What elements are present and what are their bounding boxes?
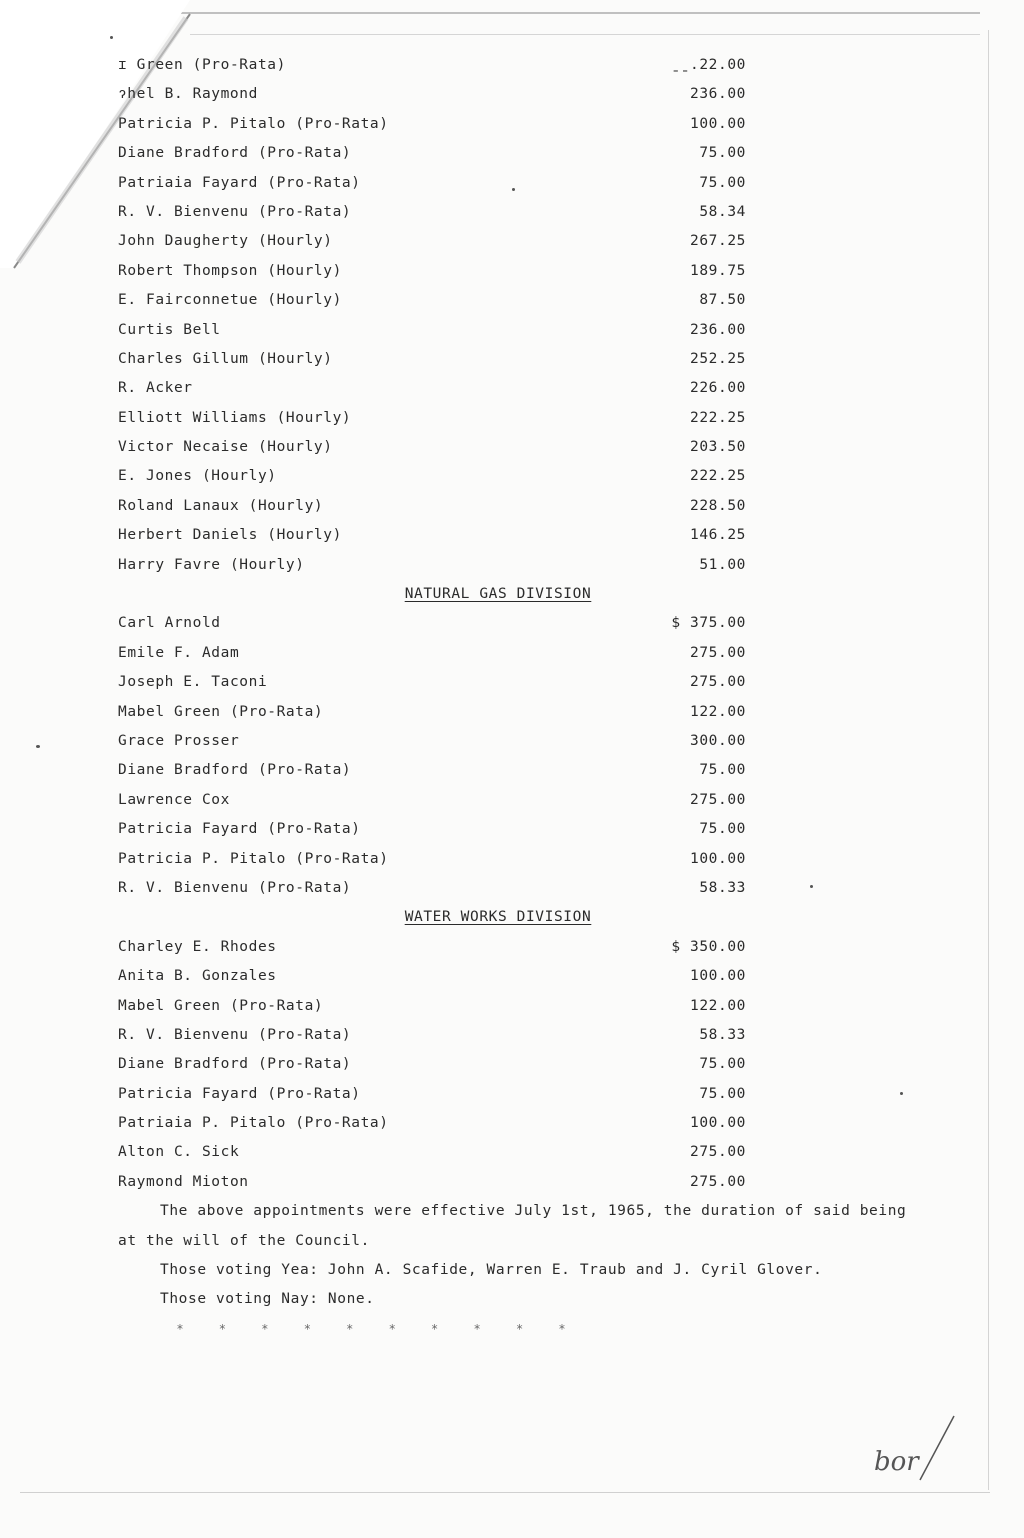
general-row bbox=[118, 462, 878, 491]
top-rule bbox=[180, 12, 980, 14]
water-works-heading-text: WATER WORKS DIVISION bbox=[404, 909, 592, 926]
employee-name: Joseph E. Taconi bbox=[118, 674, 268, 691]
employee-name: Mabel Green (Pro-Rata) bbox=[118, 703, 324, 720]
voting-nay: Those voting Nay: None. bbox=[160, 1291, 375, 1308]
salary-amount: 122.00 bbox=[690, 997, 746, 1014]
salary-amount: 228.50 bbox=[690, 497, 746, 514]
general-row bbox=[118, 80, 878, 109]
salary-amount: $ 350.00 bbox=[671, 938, 746, 955]
general-row bbox=[118, 492, 878, 521]
general-row bbox=[118, 51, 878, 80]
general-row bbox=[118, 227, 878, 256]
salary-amount: 236.00 bbox=[690, 321, 746, 338]
salary-amount: 75.00 bbox=[699, 1056, 746, 1073]
salary-amount: 275.00 bbox=[690, 1173, 746, 1190]
employee-name: John Daugherty (Hourly) bbox=[118, 233, 333, 250]
employee-name: Carl Arnold bbox=[118, 615, 221, 632]
document-body bbox=[118, 51, 907, 1344]
right-edge-rule bbox=[988, 30, 989, 1490]
employee-name: Curtis Bell bbox=[118, 321, 221, 338]
general-row bbox=[118, 374, 878, 403]
natural-gas-row bbox=[118, 874, 878, 903]
general-row bbox=[118, 257, 878, 286]
employee-name: Mabel Green (Pro-Rata) bbox=[118, 997, 324, 1014]
general-row bbox=[118, 286, 878, 315]
salary-amount: ˍˍ.22.00 bbox=[671, 57, 746, 73]
employee-name: Diane Bradford (Pro-Rata) bbox=[118, 145, 352, 162]
salary-amount: 75.00 bbox=[699, 145, 746, 162]
natural-gas-heading bbox=[118, 580, 878, 609]
salary-amount: 75.00 bbox=[699, 821, 746, 838]
bottom-edge-rule bbox=[20, 1492, 990, 1493]
water-works-row bbox=[118, 962, 878, 991]
speck-3 bbox=[810, 885, 813, 888]
water-works-row bbox=[118, 1021, 878, 1050]
salary-amount: 226.00 bbox=[690, 380, 746, 397]
salary-amount: 300.00 bbox=[690, 732, 746, 749]
water-works-row bbox=[118, 1050, 878, 1079]
salary-amount: 58.33 bbox=[699, 879, 746, 896]
water-works-heading bbox=[118, 903, 878, 932]
water-works-row bbox=[118, 933, 878, 962]
closing-line-1: The above appointments were effective July 1st, 1965, the duration of said being bbox=[160, 1203, 907, 1220]
salary-amount: 100.00 bbox=[690, 115, 746, 132]
employee-name: Lawrence Cox bbox=[118, 791, 230, 808]
employee-name: Grace Prosser bbox=[118, 732, 240, 749]
salary-amount: 100.00 bbox=[690, 968, 746, 985]
closing-line-2: at the will of the Council. bbox=[118, 1232, 370, 1249]
water-works-list bbox=[118, 933, 878, 1198]
salary-amount: 122.00 bbox=[690, 703, 746, 720]
natural-gas-row bbox=[118, 698, 878, 727]
employee-name: Patriaia P. Pitalo (Pro-Rata) bbox=[118, 1115, 389, 1132]
speck-5 bbox=[110, 36, 113, 39]
employee-name: Patricia P. Pitalo (Pro-Rata) bbox=[118, 115, 389, 132]
water-works-row bbox=[118, 1109, 878, 1138]
general-row bbox=[118, 139, 878, 168]
handwritten-initials bbox=[870, 1410, 960, 1490]
employee-name: Herbert Daniels (Hourly) bbox=[118, 527, 342, 544]
salary-amount: 51.00 bbox=[699, 556, 746, 573]
salary-amount: 100.00 bbox=[690, 1115, 746, 1132]
natural-gas-row bbox=[118, 639, 878, 668]
employee-name: Patriaia Fayard (Pro-Rata) bbox=[118, 174, 361, 191]
natural-gas-row bbox=[118, 815, 878, 844]
natural-gas-heading-text: NATURAL GAS DIVISION bbox=[404, 586, 592, 603]
general-row bbox=[118, 551, 878, 580]
employee-name: R. V. Bienvenu (Pro-Rata) bbox=[118, 879, 352, 896]
general-row bbox=[118, 433, 878, 462]
general-row bbox=[118, 404, 878, 433]
general-row bbox=[118, 316, 878, 345]
speck-4 bbox=[900, 1092, 903, 1095]
salary-amount: 267.25 bbox=[690, 233, 746, 250]
salary-amount: $ 375.00 bbox=[671, 615, 746, 632]
employee-name: Charley E. Rhodes bbox=[118, 938, 277, 955]
salary-amount: 236.00 bbox=[690, 86, 746, 103]
general-row bbox=[118, 521, 878, 550]
salary-amount: 75.00 bbox=[699, 174, 746, 191]
initials-text: bor bbox=[874, 1447, 919, 1477]
section-stars: * * * * * * * * * * bbox=[176, 1321, 580, 1336]
general-row bbox=[118, 345, 878, 374]
natural-gas-row bbox=[118, 845, 878, 874]
salary-amount: 75.00 bbox=[699, 762, 746, 779]
salary-amount: 189.75 bbox=[690, 262, 746, 279]
employee-name: ɪ Green (Pro-Rata) bbox=[118, 57, 286, 73]
general-row bbox=[118, 110, 878, 139]
employee-name: Alton C. Sick bbox=[118, 1144, 240, 1161]
salary-amount: 252.25 bbox=[690, 350, 746, 367]
salary-amount: 222.25 bbox=[690, 409, 746, 426]
employee-name: Elliott Williams (Hourly) bbox=[118, 409, 352, 426]
voting-yea: Those voting Yea: John A. Scafide, Warren E. Traub and J. Cyril Glover. bbox=[160, 1262, 823, 1279]
employee-name: Patricia Fayard (Pro-Rata) bbox=[118, 821, 361, 838]
natural-gas-row bbox=[118, 609, 878, 638]
salary-amount: 275.00 bbox=[690, 1144, 746, 1161]
employee-name: Harry Favre (Hourly) bbox=[118, 556, 305, 573]
salary-amount: 275.00 bbox=[690, 791, 746, 808]
water-works-row bbox=[118, 992, 878, 1021]
salary-amount: 58.34 bbox=[699, 203, 746, 220]
employee-name: R. Acker bbox=[118, 380, 193, 397]
top-rule-secondary bbox=[190, 34, 980, 35]
water-works-row bbox=[118, 1168, 878, 1197]
employee-name: Charles Gillum (Hourly) bbox=[118, 350, 333, 367]
general-row bbox=[118, 198, 878, 227]
natural-gas-list bbox=[118, 609, 878, 903]
salary-amount: 275.00 bbox=[690, 674, 746, 691]
employee-name: Patricia Fayard (Pro-Rata) bbox=[118, 1085, 361, 1102]
employee-name: Raymond Mioton bbox=[118, 1173, 249, 1190]
general-row bbox=[118, 169, 878, 198]
natural-gas-row bbox=[118, 756, 878, 785]
natural-gas-row bbox=[118, 786, 878, 815]
employee-name: Diane Bradford (Pro-Rata) bbox=[118, 762, 352, 779]
employee-name: Victor Necaise (Hourly) bbox=[118, 439, 333, 456]
employee-name: Roland Lanaux (Hourly) bbox=[118, 497, 324, 514]
speck-1 bbox=[512, 188, 515, 191]
employee-name: E. Jones (Hourly) bbox=[118, 468, 277, 485]
employee-name: Robert Thompson (Hourly) bbox=[118, 262, 342, 279]
salary-amount: 58.33 bbox=[699, 1026, 746, 1043]
salary-amount: 203.50 bbox=[690, 439, 746, 456]
employee-name: Emile F. Adam bbox=[118, 644, 240, 661]
speck-2 bbox=[36, 745, 40, 748]
salary-amount: 87.50 bbox=[699, 292, 746, 309]
water-works-row bbox=[118, 1138, 878, 1167]
water-works-row bbox=[118, 1080, 878, 1109]
employee-name: R. V. Bienvenu (Pro-Rata) bbox=[118, 1026, 352, 1043]
employee-name: Anita B. Gonzales bbox=[118, 968, 277, 985]
salary-amount: 275.00 bbox=[690, 644, 746, 661]
salary-amount: 222.25 bbox=[690, 468, 746, 485]
employee-name: ɂhel B. Raymond bbox=[118, 86, 258, 103]
employee-name: Diane Bradford (Pro-Rata) bbox=[118, 1056, 352, 1073]
employee-name: R. V. Bienvenu (Pro-Rata) bbox=[118, 203, 352, 220]
natural-gas-row bbox=[118, 668, 878, 697]
employee-name: E. Fairconnetue (Hourly) bbox=[118, 292, 342, 309]
employee-name: Patricia P. Pitalo (Pro-Rata) bbox=[118, 850, 389, 867]
salary-amount: 100.00 bbox=[690, 850, 746, 867]
natural-gas-row bbox=[118, 727, 878, 756]
general-appointments-list bbox=[118, 51, 878, 580]
salary-amount: 146.25 bbox=[690, 527, 746, 544]
salary-amount: 75.00 bbox=[699, 1085, 746, 1102]
